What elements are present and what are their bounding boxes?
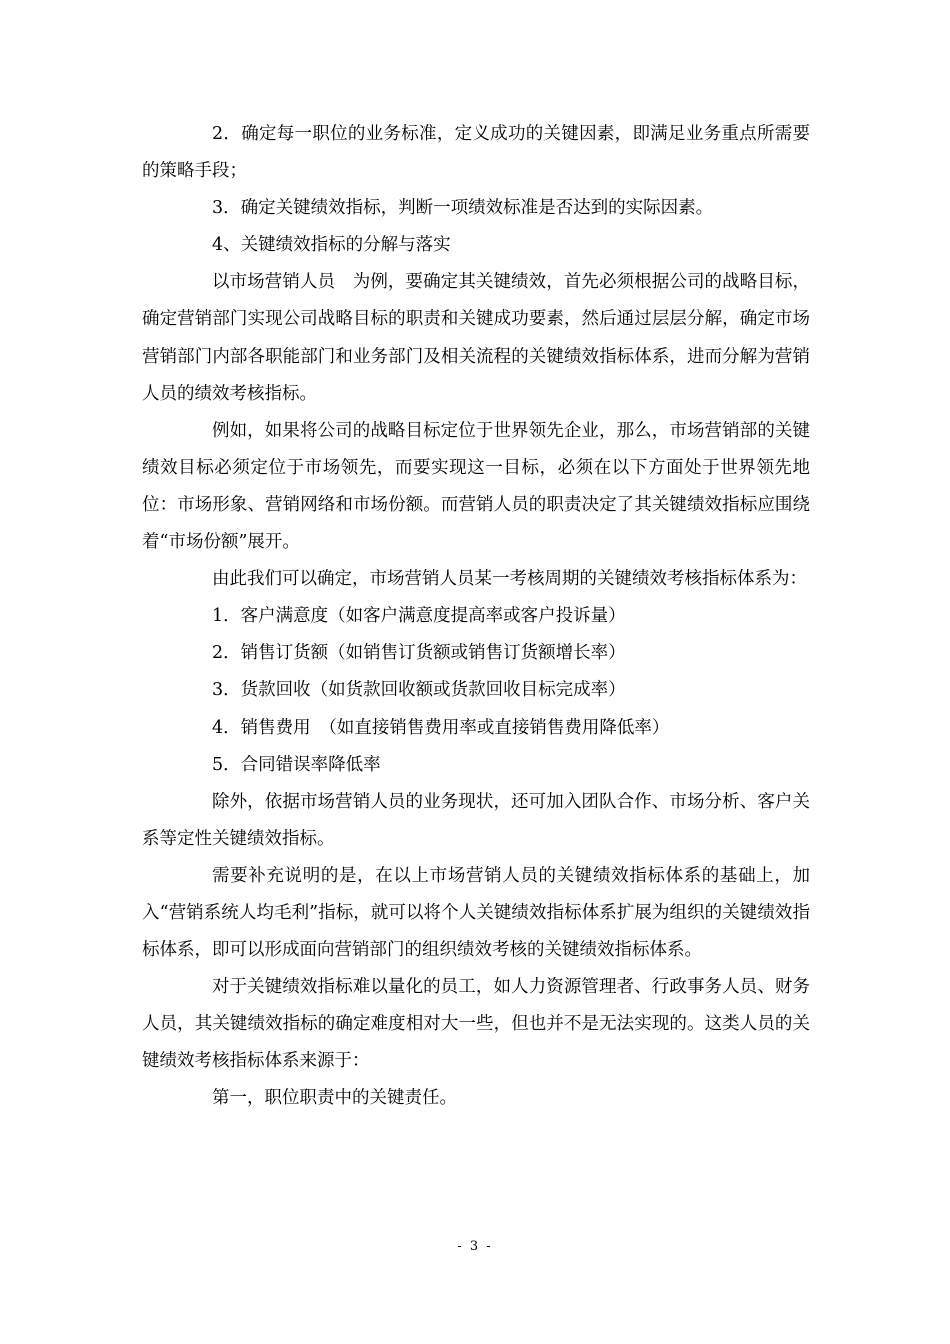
- paragraph-world-leader-example: 例如，如果将公司的战略目标定位于世界领先企业，那么，市场营销部的关键绩效目标必须定位于市场领先，而要实现这一目标，必须在以下方面处于世界领先地位：市场形象、营销网络和市场份额。而营销人员的职责决定了其关键绩效指标应围绕着“市场份额”展开。: [142, 420, 810, 553]
- paragraph-hard-to-quantify: 对于关键绩效指标难以量化的员工，如人力资源管理者、行政事务人员、财务人员，其关键绩效指标的确定难度相对大一些，但也并不是无法实现的。这类人员的关键绩效考核指标体系来源于：: [142, 977, 810, 1072]
- section-heading-kpi-breakdown: 4、关键绩效指标的分解与落实: [212, 235, 451, 256]
- paragraph-business-standards: 2．确定每一职位的业务标准，定义成功的关键因素，即满足业务重点所需要的策略手段；: [142, 124, 810, 182]
- paragraph-kpi-system-intro: 由此我们可以确定，市场营销人员某一考核周期的关键绩效考核指标体系为：: [212, 569, 807, 590]
- page-number: - 3 -: [457, 1239, 493, 1254]
- paragraph-supplementary-note: 需要补充说明的是，在以上市场营销人员的关键绩效指标体系的基础上，加入“营销系统人均毛利”指标，就可以将个人关键绩效指标体系扩展为组织的关键绩效指标体系，即可以形成面向营销部门的组织绩效考核的关键绩效指标体系。: [142, 865, 810, 961]
- list-item-customer-satisfaction: 1．客户满意度（如客户满意度提高率或客户投诉量）: [212, 606, 626, 627]
- body-text: [142, 116, 810, 1118]
- list-item-contract-error-rate: 5．合同错误率降低率: [212, 754, 381, 775]
- paragraph-marketing-example: 以市场营销人员 为例，要确定其关键绩效，首先必须根据公司的战略目标，确定营销部门实现公司战略目标的职责和关键成功要素，然后通过层层分解，确定市场营销部门内部各职能部门和业务部门及相关流程的关键绩效指标体系，进而分解为营销人员的绩效考核指标。: [142, 272, 810, 404]
- list-item-payment-collection: 3．货款回收（如货款回收额或货款回收目标完成率）: [212, 680, 626, 701]
- paragraph-determine-kpi: 3．确定关键绩效指标，判断一项绩效标准是否达到的实际因素。: [212, 198, 714, 219]
- paragraph-qualitative-kpi: 除外，依据市场营销人员的业务现状，还可加入团队合作、市场分析、客户关系等定性关键绩效指标。: [142, 791, 810, 849]
- list-item-sales-expenses: 4．销售费用 （如直接销售费用率或直接销售费用降低率）: [212, 717, 670, 738]
- paragraph-first-key-responsibility: 第一，职位职责中的关键责任。: [212, 1088, 457, 1109]
- list-item-sales-orders: 2．销售订货额（如销售订货额或销售订货额增长率）: [212, 643, 626, 664]
